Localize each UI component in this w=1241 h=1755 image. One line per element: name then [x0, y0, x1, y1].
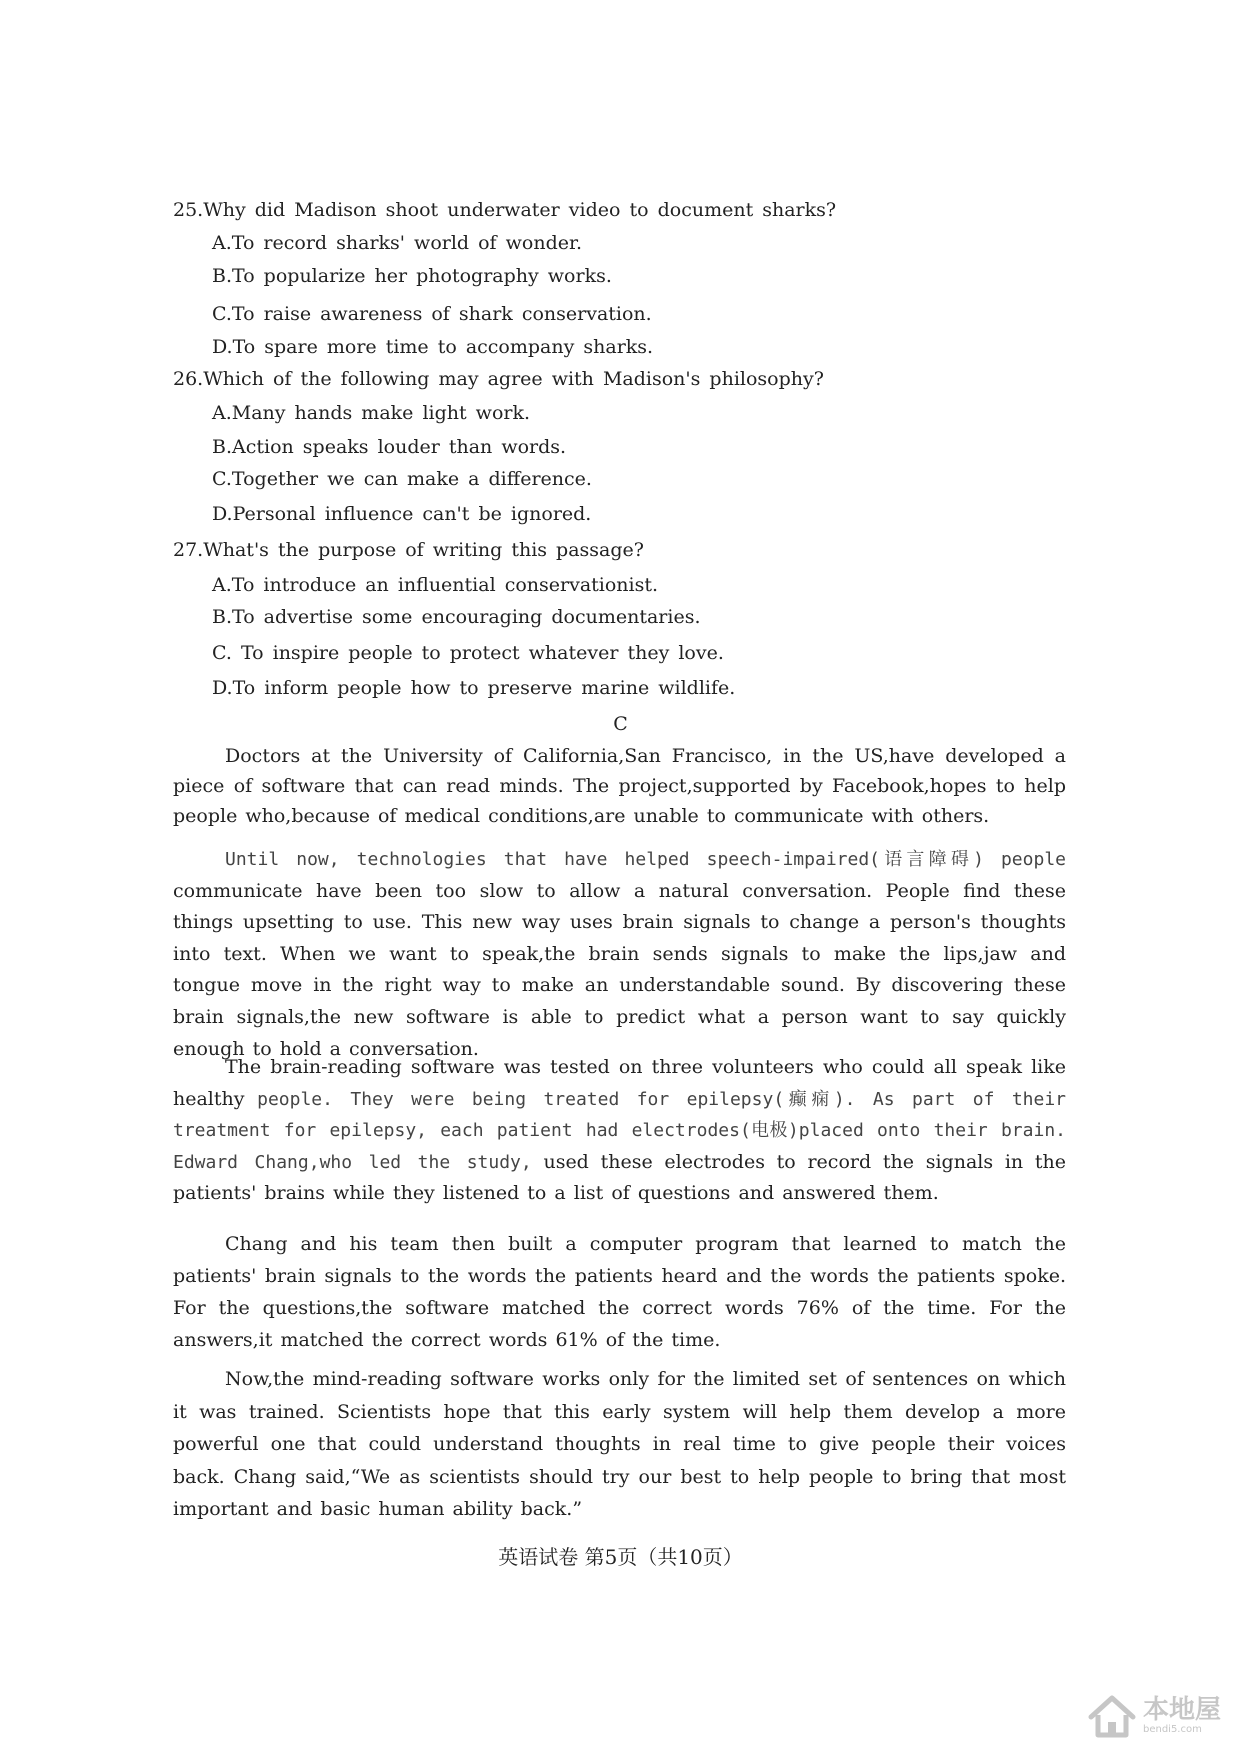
passage-paragraph-1-text: Doctors at the University of California,San Francisco, in the US,have developed a piece of software that can read minds. The project,supported by Facebook,hopes to help people who,because of medical conditions,are unable to communicate with others.: [173, 745, 1066, 827]
passage-paragraph-1: [173, 741, 1066, 831]
question-26-stem: 26.Which of the following may agree with Madison's philosophy?: [173, 368, 824, 390]
question-25-option-a: A.To record sharks' world of wonder.: [212, 232, 583, 254]
passage-paragraph-3-lead: The brain-reading software was tested on three volunteers who could all speak like healthy: [173, 1056, 1066, 1110]
passage-paragraph-2-text: communicate have been too slow to allow a natural conversation. People find these things upsetting to use. This new way uses brain signals to change a person's thoughts into text. When we want to speak,the brain sends signals to make the lips,jaw and tongue move in the right way to make an understandable sound. By discovering these brain signals,the new software is able to predict what a person want to say quickly enough to hold a conversation.: [173, 879, 1066, 1060]
house-icon: [1087, 1693, 1137, 1739]
passage-paragraph-4: [173, 1228, 1066, 1356]
question-25-option-d: D.To spare more time to accompany sharks.: [212, 336, 654, 358]
question-27-option-c: C. To inspire people to protect whatever they love.: [212, 642, 724, 664]
question-27-option-d: D.To inform people how to preserve marine wildlife.: [212, 677, 736, 699]
passage-paragraph-3: [173, 1052, 1066, 1210]
question-25-option-c: C.To raise awareness of shark conservation.: [212, 303, 652, 325]
watermark: [1087, 1693, 1221, 1739]
question-27-option-b: B.To advertise some encouraging documentaries.: [212, 606, 701, 628]
watermark-url: bendi5.com: [1142, 1724, 1202, 1735]
question-27-stem: 27.What's the purpose of writing this passage?: [173, 539, 644, 561]
passage-paragraph-3-mid: people. They were being treated for epilepsy(癫痫). As part of their treatment for epilepsy, each patient had electrodes(电极)placed onto their brain. Edward Chang,who led the study,: [173, 1088, 1066, 1173]
passage-paragraph-2-lead: Until now, technologies that have helped speech-impaired(语言障碍) people: [225, 849, 1066, 870]
section-heading: C: [613, 713, 628, 735]
passage-paragraph-5-text: Now,the mind-reading software works only for the limited set of sentences on which it was trained. Scientists hope that this early system will help them develop a more powerful one that could understand thoughts in real time to give people their voices back. Chang said,“We as scientists should try our best to help people to bring that most important and basic human ability back.”: [173, 1368, 1066, 1520]
watermark-name: 本地屋: [1142, 1695, 1221, 1725]
passage-paragraph-4-text: Chang and his team then built a computer program that learned to match the patients' brain signals to the words the patients heard and the words the patients spoke. For the questions,the software matched the correct words 76% of the time. For the answers,it matched the correct words 61% of the time.: [173, 1233, 1066, 1351]
question-26-option-c: C.Together we can make a difference.: [212, 468, 592, 490]
question-26-option-b: B.Action speaks louder than words.: [212, 436, 567, 458]
question-25-stem: 25.Why did Madison shoot underwater video to document sharks?: [173, 199, 837, 221]
passage-paragraph-2: [173, 844, 1066, 1065]
question-26-option-a: A.Many hands make light work.: [212, 402, 531, 424]
watermark-text: [1143, 1696, 1221, 1736]
passage-paragraph-3-text: used these electrodes to record the signals in the patients' brains while they listened to a list of questions and answered them.: [173, 1150, 1066, 1205]
page-footer: 英语试卷 第5页（共10页）: [498, 1545, 743, 1569]
passage-paragraph-5: [173, 1363, 1066, 1526]
question-25-option-b: B.To popularize her photography works.: [212, 265, 612, 287]
question-26-option-d: D.Personal influence can't be ignored.: [212, 503, 592, 525]
question-27-option-a: A.To introduce an influential conservationist.: [212, 574, 659, 596]
